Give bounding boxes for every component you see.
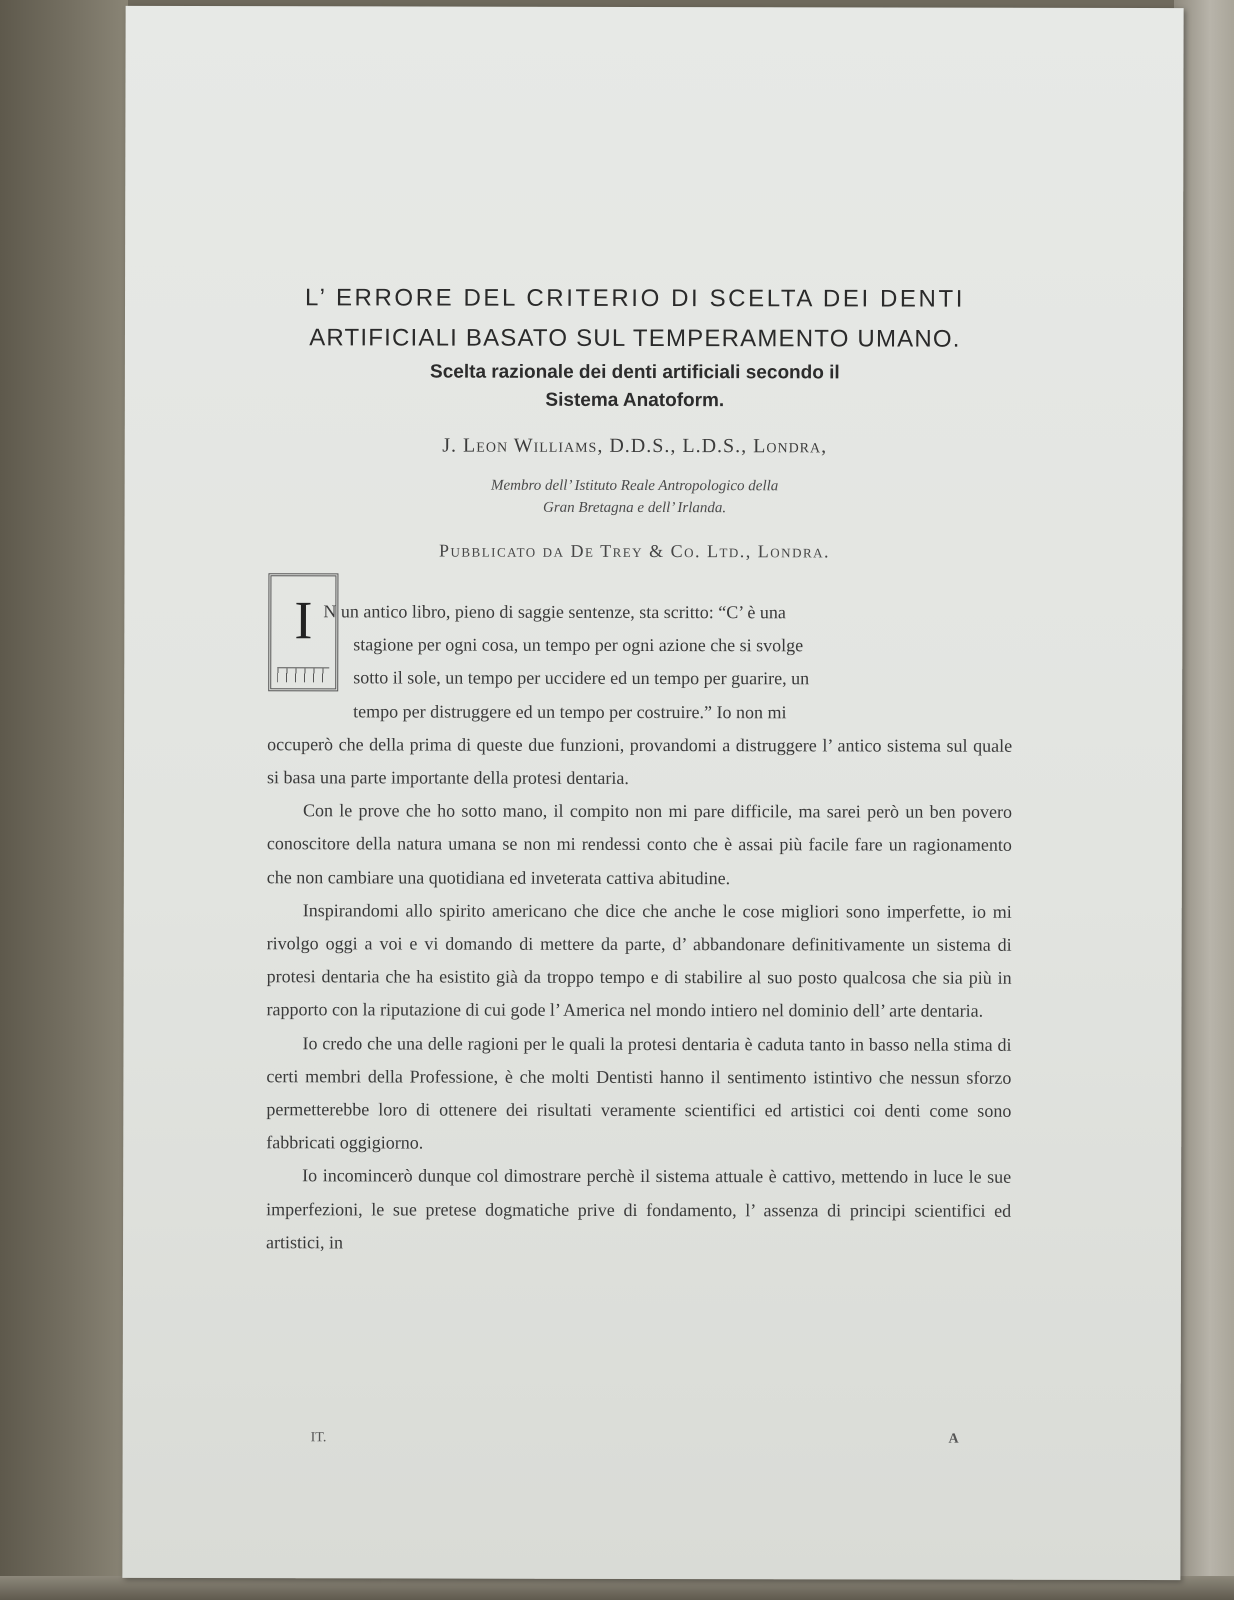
publisher-line: Pubblicato da De Trey & Co. Ltd., Londra.	[438, 540, 831, 562]
footer-sheet-letter: A	[948, 1431, 959, 1447]
paragraph-1-lead-line-3: sotto il sole, un tempo per uccidere ed un tempo per guarire, un	[353, 667, 810, 689]
left-background-edge	[0, 0, 128, 1600]
title-line-1: L’ ERRORE DEL CRITERIO DI SCELTA DEI DENTI	[305, 284, 966, 313]
author-line: J. Leon Williams, D.D.S., L.D.S., Londra,	[442, 434, 828, 458]
author-affiliation	[285, 474, 985, 519]
paragraph-1-lead-line-1: N un antico libro, pieno di saggie sentenze, sta scritto: “C’ è una	[323, 601, 786, 623]
paragraph-1-lead-line-2: stagione per ogni cosa, un tempo per ogni azione che si svolge	[353, 634, 804, 656]
title-line-2: ARTIFICIALI BASATO SUL TEMPERAMENTO UMANO.	[309, 324, 961, 353]
document-page	[122, 6, 1183, 1580]
paragraph-1-text: occuperò che della prima di queste due funzioni, provandomi a distruggere l’ antico sistema sul quale si basa una parte importante della protesi dentaria.	[267, 734, 1013, 788]
subtitle-line-1: Scelta razionale dei denti artificiali secondo il	[430, 361, 840, 384]
page-title	[185, 278, 1085, 360]
paragraph-1	[267, 595, 1012, 796]
paragraph-2: Con le prove che ho sotto mano, il compito non mi pare difficile, ma sarei però un ben povero conoscitore della natura umana se non mi rendessi conto che è assai più facile fare un ragionamento che non cambiare una quotidiana ed inveterata cattiva abitudine.	[266, 800, 1012, 888]
paragraph-4: Io credo che una delle ragioni per le quali la protesi dentaria è caduta tanto in basso nella stima di certi membri della Professione, è che molti Dentisti hanno il sentimento istintivo che nessun sforzo permetterebbe loro di ottenere dei risultati veramente scientifici ed artistici coi denti come sono fabbricati oggigiorno.	[266, 1032, 1012, 1153]
paragraph-3: Inspirandomi allo spirito americano che dice che anche le cose migliori sono imperfette, io mi rivolgo oggi a voi e vi domando di mettere da parte, d’ abbandonare definitivamente un sistema di protesi dentaria che ha esistito già da troppo tempo e di stabilire al suo posto qualcosa che sia più in rapporto con la riputazione di cui gode l’ America nel mondo intiero nel dominio dell’ arte dentaria.	[266, 900, 1012, 1022]
affiliation-line-2: Gran Bretagna e dell’ Irlanda.	[542, 499, 727, 517]
paragraph-1-lead-line-4: tempo per distruggere ed un tempo per costruire.” Io non mi	[353, 700, 787, 722]
body-text	[266, 595, 1012, 1261]
footer-signature-mark: IT.	[310, 1430, 327, 1446]
paragraph-5: Io incomincerò dunque col dimostrare perchè il sistema attuale è cattivo, mettendo in luce le sue imperfezioni, le sue pretese dogmatiche prive di fondamento, l’ assenza di principi scientifici ed artistici, in	[266, 1165, 1012, 1253]
subtitle-line-2: Sistema Anatoform.	[545, 389, 725, 412]
drop-cap-letter: I	[294, 590, 313, 651]
subtitle	[285, 358, 985, 415]
affiliation-line-1: Membro dell’ Istituto Reale Antropologico della	[490, 477, 779, 495]
page-footer	[266, 1430, 1011, 1456]
